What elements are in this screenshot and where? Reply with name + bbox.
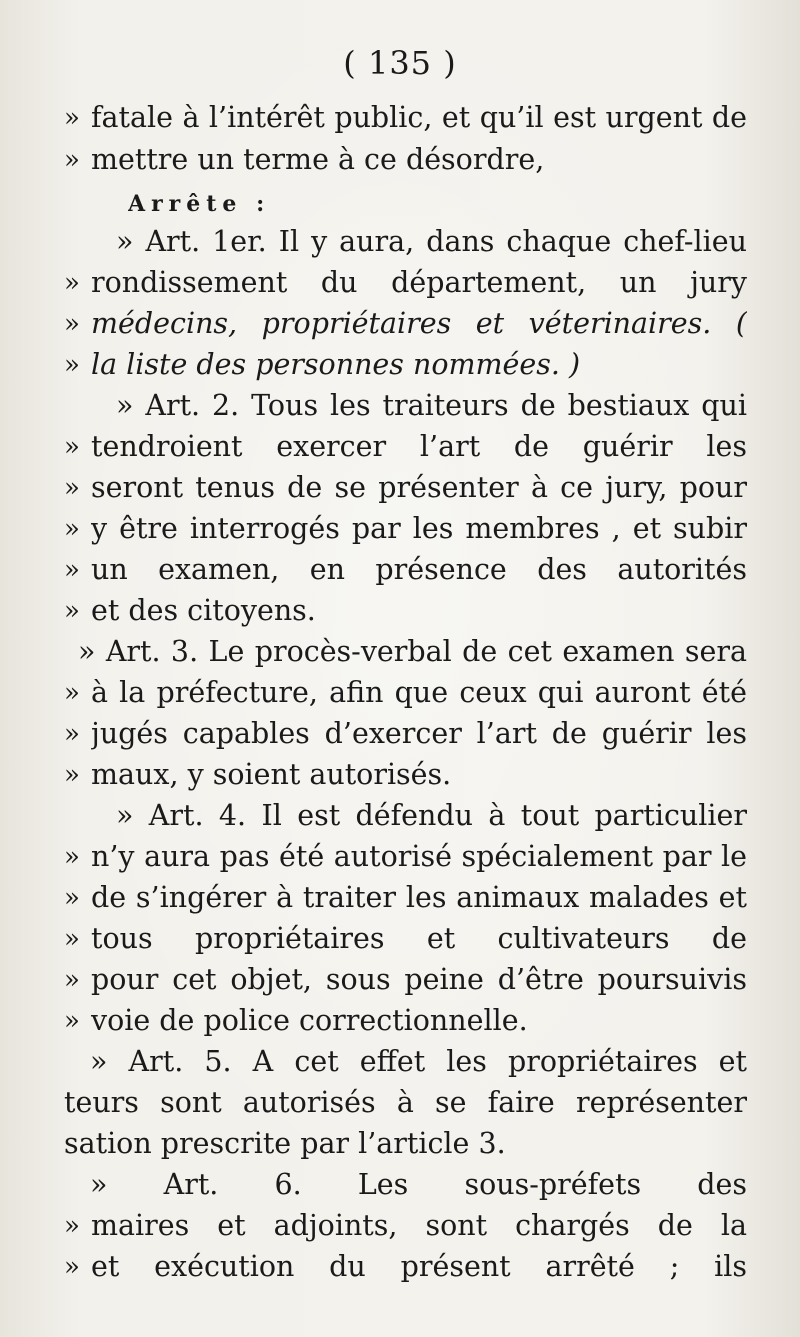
line-text: à la préfecture, afin que ceux qui auront été — [91, 676, 747, 709]
text-line — [0, 878, 800, 918]
quote-mark: » — [64, 555, 80, 585]
line-text: » Art. 3. Le procès-verbal de cet examen sera — [78, 635, 747, 668]
text-line — [0, 427, 800, 467]
text-line — [0, 1165, 800, 1205]
text-line — [0, 837, 800, 877]
line-text: tous propriétaires et cultivateurs de — [91, 922, 747, 955]
quote-mark: » — [64, 842, 80, 872]
text-line — [0, 1001, 800, 1041]
text-line — [0, 468, 800, 508]
text-line — [0, 140, 800, 180]
text-line — [0, 755, 800, 795]
text-line — [0, 796, 800, 836]
line-text: » Art. 6. Les sous-préfets des — [90, 1168, 747, 1201]
line-text: tendroient exercer l’art de guérir les — [91, 430, 747, 463]
quote-mark: » — [64, 1006, 80, 1036]
line-text: jugés capables d’exercer l’art de guérir les — [91, 717, 747, 750]
line-text: » Art. 1er. Il y aura, dans chaque chef-lieu — [116, 225, 747, 258]
quote-mark: » — [64, 473, 80, 503]
quote-mark: » — [64, 596, 80, 626]
quote-mark: » — [64, 103, 80, 133]
line-text: » Art. 2. Tous les traiteurs de bestiaux qui — [116, 389, 747, 422]
section-heading-line — [0, 184, 800, 224]
line-text: rondissement du département, un jury — [91, 266, 747, 299]
text-line — [0, 263, 800, 303]
text-line — [0, 386, 800, 426]
line-text: de s’ingérer à traiter les animaux malades et — [91, 881, 747, 914]
quote-mark: » — [64, 678, 80, 708]
text-line — [0, 919, 800, 959]
line-text: n’y aura pas été autorisé spécialement par le — [91, 840, 747, 873]
text-line — [0, 509, 800, 549]
text-line — [0, 1206, 800, 1246]
text-line — [0, 1042, 800, 1082]
line-text: la liste des personnes nommées. ) — [91, 348, 581, 381]
line-text: et exécution du présent arrêté ; ils — [91, 1250, 747, 1283]
line-text: teurs sont autorisés à se faire représenter — [64, 1086, 747, 1119]
line-text: fatale à l’intérêt public, et qu’il est urgent de — [91, 101, 747, 134]
quote-mark: » — [64, 760, 80, 790]
page-number: ( 135 ) — [343, 44, 457, 82]
text-line — [0, 550, 800, 590]
text-line — [0, 98, 800, 138]
quote-mark: » — [64, 350, 80, 380]
section-heading: Arrête : — [128, 191, 271, 217]
quote-mark: » — [64, 883, 80, 913]
text-line — [0, 632, 800, 672]
quote-mark: » — [64, 719, 80, 749]
line-text: » Art. 5. A cet effet les propriétaires et — [90, 1045, 747, 1078]
line-text: seront tenus de se présenter à ce jury, pour — [91, 471, 747, 504]
text-line — [0, 1083, 800, 1123]
text-line — [0, 1124, 800, 1164]
quote-mark: » — [64, 514, 80, 544]
line-text: » Art. 4. Il est défendu à tout particulier — [116, 799, 747, 832]
line-text: pour cet objet, sous peine d’être poursuivis — [91, 963, 747, 996]
text-line — [0, 1247, 800, 1287]
quote-mark: » — [64, 145, 80, 175]
line-text: maires et adjoints, sont chargés de la — [91, 1209, 747, 1242]
line-text: un examen, en présence des autorités — [91, 553, 747, 586]
text-line — [0, 673, 800, 713]
quote-mark: » — [64, 965, 80, 995]
line-text: voie de police correctionnelle. — [91, 1004, 528, 1037]
line-text: médecins, propriétaires et véterinaires. ( — [91, 307, 747, 340]
quote-mark: » — [64, 1252, 80, 1282]
text-line — [0, 345, 800, 385]
text-line — [0, 714, 800, 754]
quote-mark: » — [64, 924, 80, 954]
quote-mark: » — [64, 268, 80, 298]
quote-mark: » — [64, 432, 80, 462]
text-line — [0, 591, 800, 631]
quote-mark: » — [64, 1211, 80, 1241]
text-line — [0, 222, 800, 262]
text-line — [0, 960, 800, 1000]
line-text: et des citoyens. — [91, 594, 316, 627]
line-text: y être interrogés par les membres , et subir — [91, 512, 747, 545]
text-line — [0, 304, 800, 344]
quote-mark: » — [64, 309, 80, 339]
line-text: mettre un terme à ce désordre, — [91, 143, 545, 176]
line-text: maux, y soient autorisés. — [91, 758, 452, 791]
line-text: sation prescrite par l’article 3. — [64, 1127, 506, 1160]
